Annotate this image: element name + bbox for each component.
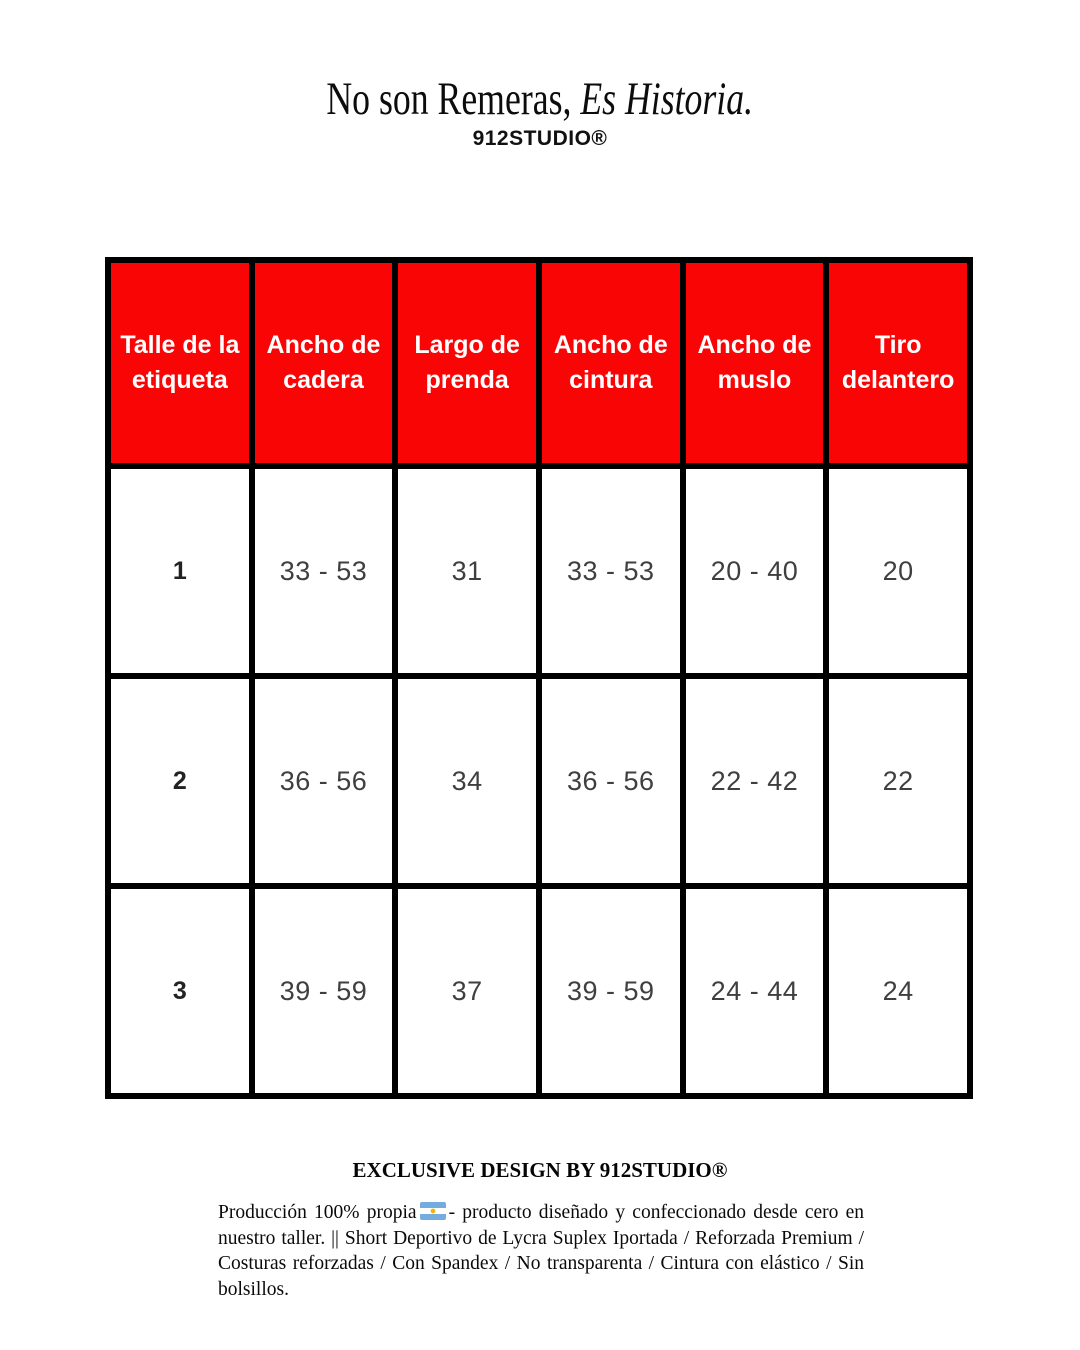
cell-value: 20 - 40 [683,466,827,676]
page-title [0,72,1080,126]
cell-value: 20 [826,466,970,676]
size-chart-table [105,257,973,1099]
cell-size-label: 2 [108,676,252,886]
cell-value: 36 - 56 [539,676,683,886]
cell-value: 39 - 59 [252,886,396,1096]
cell-value: 24 - 44 [683,886,827,1096]
brand-name: 912STUDIO® [472,127,608,150]
product-description [218,1200,864,1302]
cell-value: 36 - 56 [252,676,396,886]
cell-value: 37 [395,886,539,1096]
cell-value: 22 - 42 [683,676,827,886]
column-header-tiro-delantero: Tiro delantero [826,260,970,466]
cell-value: 31 [395,466,539,676]
title-block [0,72,1080,151]
cell-value: 33 - 53 [539,466,683,676]
cell-size-label: 3 [108,886,252,1096]
table-row-size-3 [108,886,970,1096]
description-part-1: Producción 100% propia [218,1202,417,1223]
column-header-talle: Talle de la etiqueta [108,260,252,466]
cell-value: 22 [826,676,970,886]
footer-heading: EXCLUSIVE DESIGN BY 912STUDIO® [352,1158,728,1182]
page-title-regular: No son Remeras, [326,73,581,125]
header-row [108,260,970,466]
cell-value: 39 - 59 [539,886,683,1096]
column-header-largo-prenda: Largo de prenda [395,260,539,466]
column-header-ancho-cintura: Ancho de cintura [539,260,683,466]
cell-value: 24 [826,886,970,1096]
cell-value: 33 - 53 [252,466,396,676]
argentina-flag-icon [420,1202,446,1220]
column-header-ancho-cadera: Ancho de cadera [252,260,396,466]
table-row-size-1 [108,466,970,676]
description-part-2: - producto diseñado y confeccionado desde cero en nuestro taller. || Short Deportivo de Lycra Suplex Iportada / Reforzada Premium / Costuras reforzadas / Con Spandex / No transparenta / Cintura con elástico / Sin bolsillos. [218,1202,864,1300]
size-chart-header [108,260,970,466]
column-header-ancho-muslo: Ancho de muslo [683,260,827,466]
table-row-size-2 [108,676,970,886]
size-chart-body [108,466,970,1096]
cell-value: 34 [395,676,539,886]
cell-size-label: 1 [108,466,252,676]
page-title-italic: Es Historia. [580,73,754,125]
